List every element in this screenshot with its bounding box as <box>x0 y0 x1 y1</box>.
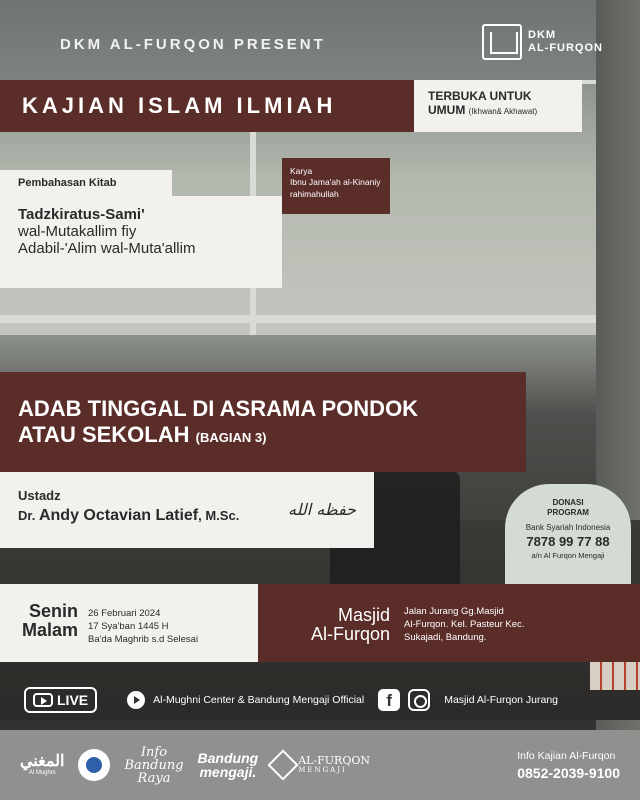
speaker-prefix: Dr. <box>18 508 36 523</box>
donation-account-name: a/n Al Furqon Mengaji <box>531 551 605 561</box>
contact-phone: 0852-2039-9100 <box>517 764 620 781</box>
play-icon <box>33 693 53 707</box>
logo-line2: AL-FURQON <box>528 42 603 54</box>
donation-account: 7878 99 77 88 <box>526 534 610 550</box>
social-bar <box>0 680 640 720</box>
youtube-channel: Al-Mughni Center & Bandung Mengaji Official <box>153 694 365 706</box>
author-line2: rahimahullah <box>290 188 339 199</box>
sponsor-info-bandung-raya <box>124 746 183 785</box>
speaker-suffix: , M.Sc. <box>198 508 240 523</box>
sponsor5-line1: AL-FURQON <box>298 754 370 768</box>
octagram-icon <box>268 749 299 780</box>
mosque-logo-icon <box>482 24 522 60</box>
kitab-title-line1: Tadzkiratus-Sami' <box>18 206 145 223</box>
topic-line1: ADAB TINGGAL DI ASRAMA PONDOK <box>18 396 419 421</box>
location-name-line1: Masjid <box>337 605 390 625</box>
youtube-icon <box>127 691 145 709</box>
speaker-title: Ustadz <box>18 488 61 503</box>
contact-info <box>517 750 620 781</box>
live-badge <box>24 687 97 713</box>
location-box <box>258 584 640 662</box>
sponsor3-line2: Bandung <box>124 757 184 773</box>
sponsor4-line1: Bandung <box>197 750 259 766</box>
open-to-public-badge <box>414 80 582 132</box>
kitab-title-line2: wal-Mutakallim fiy <box>18 223 137 240</box>
instagram-icon <box>408 689 430 711</box>
open-line1: TERBUKA UNTUK <box>428 89 532 103</box>
location-addr-line3: Sukajadi, Bandung. <box>404 631 487 643</box>
topic-part: (BAGIAN 3) <box>195 430 267 446</box>
schedule-day-line1: Senin <box>28 601 78 621</box>
schedule-day-line2: Malam <box>21 619 78 640</box>
speaker-name: Andy Octavian Latief <box>38 507 199 524</box>
author-box <box>282 158 390 214</box>
sponsor-footer <box>0 730 640 800</box>
logo-line1: DKM <box>528 28 557 41</box>
sponsor5-line2: MENGAJI <box>298 766 347 775</box>
author-line1: Ibnu Jama'ah al-Kinaniy <box>290 177 381 188</box>
donation-label-line1: DONASI <box>552 498 584 507</box>
kitab-title-line3: Adabil-'Alim wal-Muta'allim <box>18 240 196 257</box>
open-note: (Ikhwan& Akhawat) <box>468 107 538 117</box>
schedule-date: 26 Februari 2024 <box>88 608 161 619</box>
contact-label: Info Kajian Al-Furqon <box>517 749 616 762</box>
sponsor3-line1: Info <box>140 744 168 760</box>
speaker-honorific: حفظه الله <box>288 500 356 519</box>
dkm-logo <box>482 24 603 60</box>
sponsor-bandung-mengaji <box>198 751 259 779</box>
kitab-label: Pembahasan Kitab <box>0 170 172 196</box>
speaker-box <box>0 472 374 548</box>
live-label: LIVE <box>57 692 89 708</box>
presenter-title: DKM AL-FURQON PRESENT <box>60 36 326 53</box>
open-line2: UMUM <box>428 103 466 118</box>
facebook-icon: f <box>378 689 400 711</box>
sponsor4-line2: mengaji. <box>199 764 257 780</box>
donation-label-line2: PROGRAM <box>547 507 589 517</box>
series-title: KAJIAN ISLAM ILMIAH <box>0 80 414 132</box>
schedule-hijri: 17 Sya'ban 1445 H <box>88 620 169 632</box>
schedule-time: Ba'da Maghrib s.d Selesai <box>88 633 199 645</box>
sponsor1-arabic: المغني <box>20 753 65 770</box>
sponsor1-sub: Al Mughni <box>28 770 56 776</box>
donation-bank: Bank Syariah Indonesia <box>525 523 611 533</box>
sponsor-seal-icon <box>78 749 110 781</box>
kitab-title-box <box>0 196 282 288</box>
location-addr-line2: Al-Furqon. Kel. Pasteur Kec. <box>404 618 525 630</box>
location-name-line2: Al-Furqon <box>310 623 390 644</box>
schedule-box <box>0 584 258 662</box>
topic-box <box>0 372 526 472</box>
location-addr-line1: Jalan Jurang Gg.Masjid <box>404 606 504 617</box>
sponsor-al-mughni <box>20 754 64 776</box>
topic-line2: ATAU SEKOLAH <box>18 422 190 448</box>
sponsor3-line3: Raya <box>137 770 171 786</box>
author-label: Karya <box>290 166 313 176</box>
instagram-account: Masjid Al-Furqon Jurang <box>444 694 559 706</box>
sponsor-al-furqon-mengaji <box>272 754 370 776</box>
